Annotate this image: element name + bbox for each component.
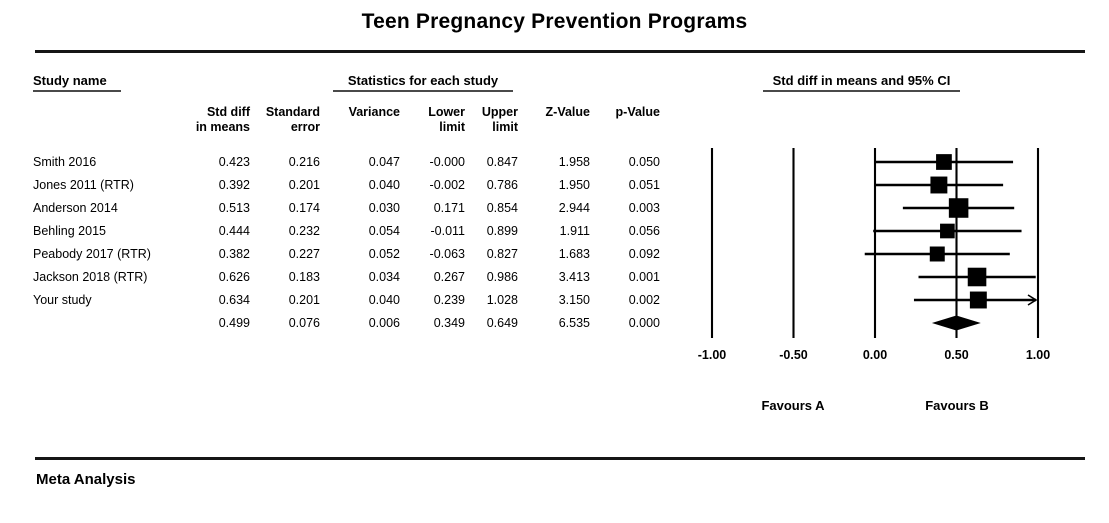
axis-tick-label: 0.50 [944, 348, 969, 362]
p-value: 0.002 [628, 293, 660, 307]
favours-a-label: Favours A [761, 398, 825, 413]
variance-value: 0.034 [368, 270, 400, 284]
axis-tick-label: 0.00 [862, 348, 888, 362]
effect-size-square [940, 224, 955, 239]
upper-limit-value: 0.649 [486, 316, 518, 330]
study-name: Your study [33, 293, 92, 307]
variance-value: 0.054 [368, 224, 400, 238]
column-header-line: error [290, 120, 320, 134]
p-value: 0.056 [628, 224, 660, 238]
p-value: 0.050 [628, 155, 660, 169]
study-name: Peabody 2017 (RTR) [33, 247, 151, 261]
standard-error-value: 0.216 [288, 155, 320, 169]
lower-limit-value: 0.171 [433, 201, 465, 215]
summary-diamond [932, 316, 981, 331]
lower-limit-value: 0.349 [433, 316, 465, 330]
standard-error-value: 0.227 [288, 247, 320, 261]
table-row [0, 247, 700, 262]
forest-plot [690, 135, 1109, 370]
z-value: 1.958 [558, 155, 590, 169]
z-value: 3.150 [558, 293, 590, 307]
effect-size-square [930, 177, 947, 194]
study-name: Behling 2015 [33, 224, 106, 238]
lower-limit-value: -0.002 [429, 178, 465, 192]
column-header-line: Lower [428, 105, 465, 119]
column-header-line: Upper [481, 105, 518, 119]
standard-error-value: 0.076 [288, 316, 320, 330]
lower-limit-value: 0.239 [433, 293, 465, 307]
study-name: Anderson 2014 [33, 201, 118, 215]
study-name: Smith 2016 [33, 155, 97, 169]
column-header-line: Standard [265, 105, 320, 119]
upper-limit-value: 1.028 [486, 293, 518, 307]
column-header-line: Variance [348, 105, 400, 119]
p-value: 0.001 [628, 270, 660, 284]
std-diff-value: 0.513 [218, 201, 250, 215]
z-value: 2.944 [558, 201, 590, 215]
table-row [0, 224, 700, 239]
p-value: 0.003 [628, 201, 660, 215]
standard-error-value: 0.232 [288, 224, 320, 238]
variance-value: 0.040 [368, 293, 400, 307]
table-row [0, 201, 700, 216]
column-header-line: Z-Value [545, 105, 590, 119]
column-header-line: in means [195, 120, 250, 134]
table-row [0, 178, 700, 193]
bottom-rule [35, 457, 1085, 460]
column-header-line: p-Value [615, 105, 660, 119]
upper-limit-value: 0.827 [486, 247, 518, 261]
axis-tick-label: -0.50 [779, 348, 808, 362]
effect-size-square [936, 154, 952, 170]
effect-size-square [949, 198, 969, 218]
upper-limit-value: 0.986 [486, 270, 518, 284]
standard-error-value: 0.174 [288, 201, 320, 215]
column-header-p-value [560, 105, 660, 120]
favours-b-label: Favours B [925, 398, 989, 413]
std-diff-value: 0.382 [218, 247, 250, 261]
upper-limit-value: 0.899 [486, 224, 518, 238]
table-row-summary [0, 316, 700, 331]
upper-limit-value: 0.847 [486, 155, 518, 169]
top-rule [35, 50, 1085, 53]
table-row [0, 155, 700, 170]
std-diff-value: 0.634 [218, 293, 250, 307]
variance-value: 0.030 [368, 201, 400, 215]
effect-size-square [970, 292, 987, 309]
variance-value: 0.052 [368, 247, 400, 261]
header-study-name: Study name [33, 73, 121, 92]
axis-tick-label: 1.00 [1025, 348, 1051, 362]
variance-value: 0.047 [368, 155, 400, 169]
std-diff-value: 0.626 [218, 270, 250, 284]
header-statistics: Statistics for each study [333, 73, 513, 92]
lower-limit-value: -0.011 [430, 224, 465, 238]
upper-limit-value: 0.854 [486, 201, 518, 215]
table-row [0, 293, 700, 308]
lower-limit-value: -0.000 [429, 155, 465, 169]
page-title: Teen Pregnancy Prevention Programs [361, 10, 748, 33]
z-value: 6.535 [558, 316, 590, 330]
std-diff-value: 0.423 [218, 155, 250, 169]
header-forest-plot: Std diff in means and 95% CI [763, 73, 960, 92]
standard-error-value: 0.201 [288, 178, 320, 192]
z-value: 3.413 [558, 270, 590, 284]
column-header-line: limit [439, 120, 465, 134]
axis-tick-label: -1.00 [697, 348, 727, 362]
z-value: 1.950 [558, 178, 590, 192]
p-value: 0.051 [628, 178, 660, 192]
column-header-line: limit [492, 120, 518, 134]
variance-value: 0.040 [368, 178, 400, 192]
upper-limit-value: 0.786 [486, 178, 518, 192]
standard-error-value: 0.183 [288, 270, 320, 284]
lower-limit-value: -0.063 [429, 247, 465, 261]
footer-label: Meta Analysis [36, 471, 136, 488]
effect-size-square [930, 247, 945, 262]
std-diff-value: 0.444 [218, 224, 250, 238]
z-value: 1.683 [558, 247, 590, 261]
lower-limit-value: 0.267 [433, 270, 465, 284]
study-name: Jones 2011 (RTR) [33, 178, 134, 192]
std-diff-value: 0.392 [218, 178, 250, 192]
column-header-line: Std diff [206, 105, 250, 119]
effect-size-square [968, 268, 987, 287]
study-name: Jackson 2018 (RTR) [33, 270, 148, 284]
variance-value: 0.006 [368, 316, 400, 330]
p-value: 0.000 [628, 316, 660, 330]
p-value: 0.092 [628, 247, 660, 261]
table-row [0, 270, 700, 285]
standard-error-value: 0.201 [288, 293, 320, 307]
z-value: 1.911 [559, 224, 590, 238]
std-diff-value: 0.499 [218, 316, 250, 330]
